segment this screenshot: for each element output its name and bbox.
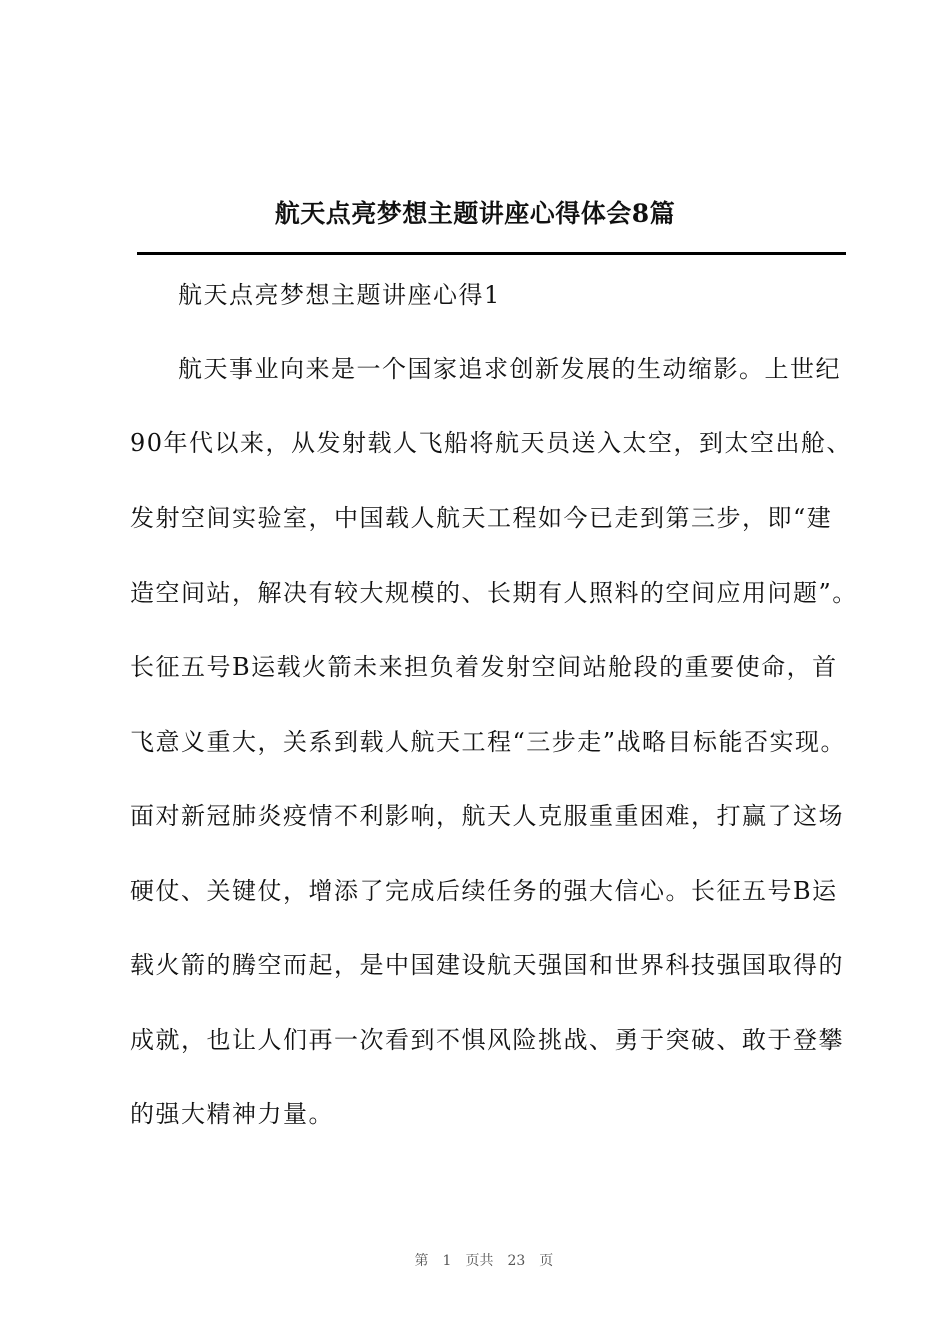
footer-middle: 页共 bbox=[465, 1253, 494, 1269]
paragraph-line: 面对新冠肺炎疫情不利影响，航天人克服重重困难，打赢了这场 bbox=[130, 802, 844, 830]
paragraph-line: 飞意义重大，关系到载人航天工程“三步走”战略目标能否实现。 bbox=[130, 728, 847, 756]
paragraph-line: 发射空间实验室，中国载人航天工程如今已走到第三步，即“建 bbox=[130, 504, 833, 532]
title-underline bbox=[137, 252, 846, 255]
paragraph-line: 成就，也让人们再一次看到不惧风险挑战、勇于突破、敢于登攀 bbox=[130, 1026, 844, 1054]
footer-total-pages: 23 bbox=[507, 1253, 526, 1269]
footer-current-page: 1 bbox=[442, 1253, 452, 1269]
footer-prefix: 第 bbox=[414, 1253, 429, 1269]
paragraph-line: 造空间站，解决有较大规模的、长期有人照料的空间应用问题”。 bbox=[130, 579, 858, 607]
paragraph-line: 硬仗、关键仗，增添了完成后续任务的强大信心。长征五号B运 bbox=[130, 877, 838, 905]
paragraph-line: 载火箭的腾空而起，是中国建设航天强国和世界科技强国取得的 bbox=[130, 951, 844, 979]
paragraph-line: 长征五号B运载火箭未来担负着发射空间站舱段的重要使命，首 bbox=[130, 653, 838, 681]
paragraph-line: 的强大精神力量。 bbox=[130, 1100, 334, 1128]
page-footer bbox=[0, 1228, 950, 1294]
paragraph-line: 90年代以来，从发射载人飞船将航天员送入太空，到太空出舱、 bbox=[130, 429, 853, 457]
section-heading: 航天点亮梦想主题讲座心得1 bbox=[178, 281, 501, 309]
document-title: 航天点亮梦想主题讲座心得体会8篇 bbox=[274, 199, 676, 228]
footer-suffix: 页 bbox=[539, 1253, 554, 1269]
paragraph-line: 航天事业向来是一个国家追求创新发展的生动缩影。上世纪 bbox=[178, 355, 841, 383]
